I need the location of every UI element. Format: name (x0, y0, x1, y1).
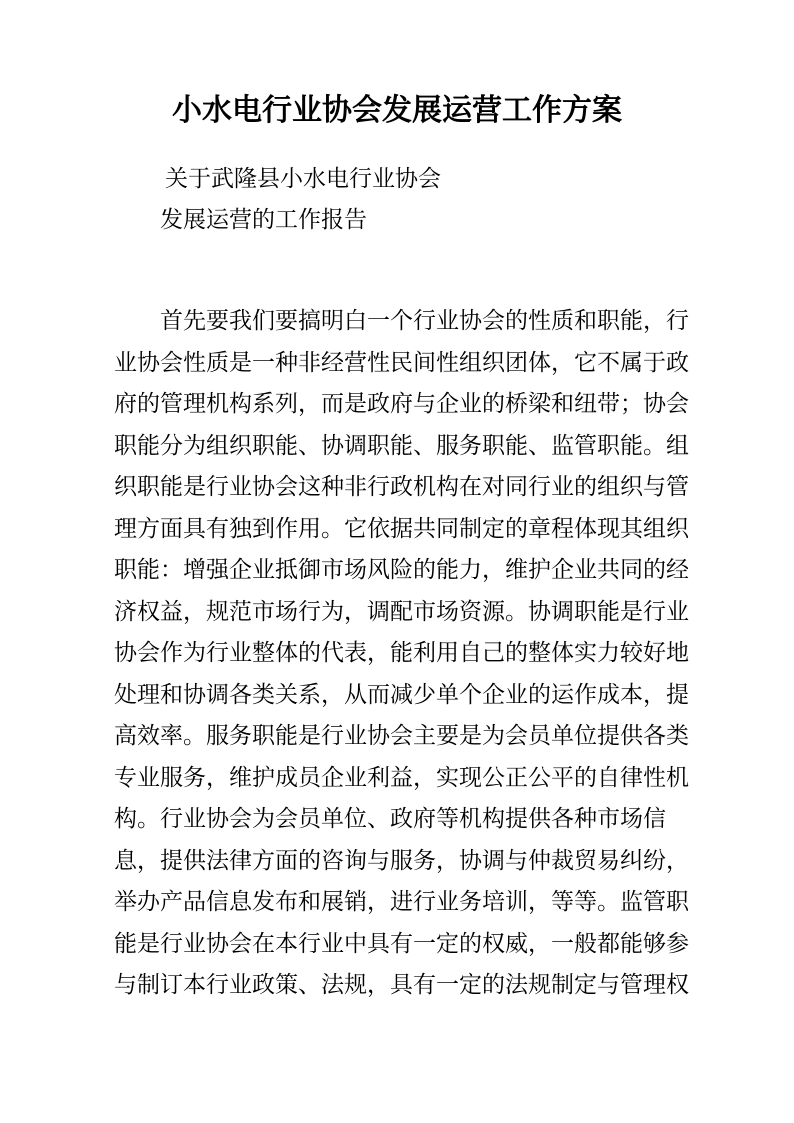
body-line: 处理和协调各类关系，从而减少单个企业的运作成本，提 (114, 680, 689, 707)
body-line: 职能：增强企业抵御市场风险的能力，维护企业共同的经 (114, 556, 689, 582)
body-line: 首先要我们要搞明白一个行业协会的性质和职能，行 (160, 307, 689, 333)
body-line: 举办产品信息发布和展销，进行业务培训，等等。监管职 (114, 888, 689, 914)
body-line: 构。行业协会为会员单位、政府等机构提供各种市场信 (114, 805, 666, 831)
body-line: 织职能是行业协会这种非行政机构在对同行业的组织与管 (114, 473, 689, 499)
body-line: 府的管理机构系列，而是政府与企业的桥梁和纽带；协会 (114, 390, 689, 416)
subtitle-line: 发展运营的工作报告 (160, 206, 367, 232)
subtitle-line: 关于武隆县小水电行业协会 (165, 165, 441, 191)
body-line: 高效率。服务职能是行业协会主要是为会员单位提供各类 (114, 722, 689, 748)
body-line: 职能分为组织职能、协调职能、服务职能、监管职能。组 (114, 431, 689, 458)
page-title: 小水电行业协会发展运营工作方案 (172, 94, 622, 127)
body-line: 与制订本行业政策、法规，具有一定的法规制定与管理权 (114, 971, 689, 997)
body-paragraph (114, 300, 689, 1006)
body-line: 专业服务，维护成员企业利益，实现公正公平的自律性机 (114, 763, 689, 790)
body-line: 能是行业协会在本行业中具有一定的权威，一般都能够参 (114, 929, 689, 956)
subtitle-block (160, 158, 680, 240)
body-line: 业协会性质是一种非经营性民间性组织团体，它不属于政 (114, 348, 689, 375)
body-line: 协会作为行业整体的代表，能利用自己的整体实力较好地 (114, 639, 689, 665)
body-line: 息，提供法律方面的咨询与服务，协调与仲裁贸易纠纷， (114, 846, 689, 873)
body-line: 理方面具有独到作用。它依据共同制定的章程体现其组织 (114, 514, 689, 541)
body-line: 济权益，规范市场行为，调配市场资源。协调职能是行业 (114, 597, 689, 624)
